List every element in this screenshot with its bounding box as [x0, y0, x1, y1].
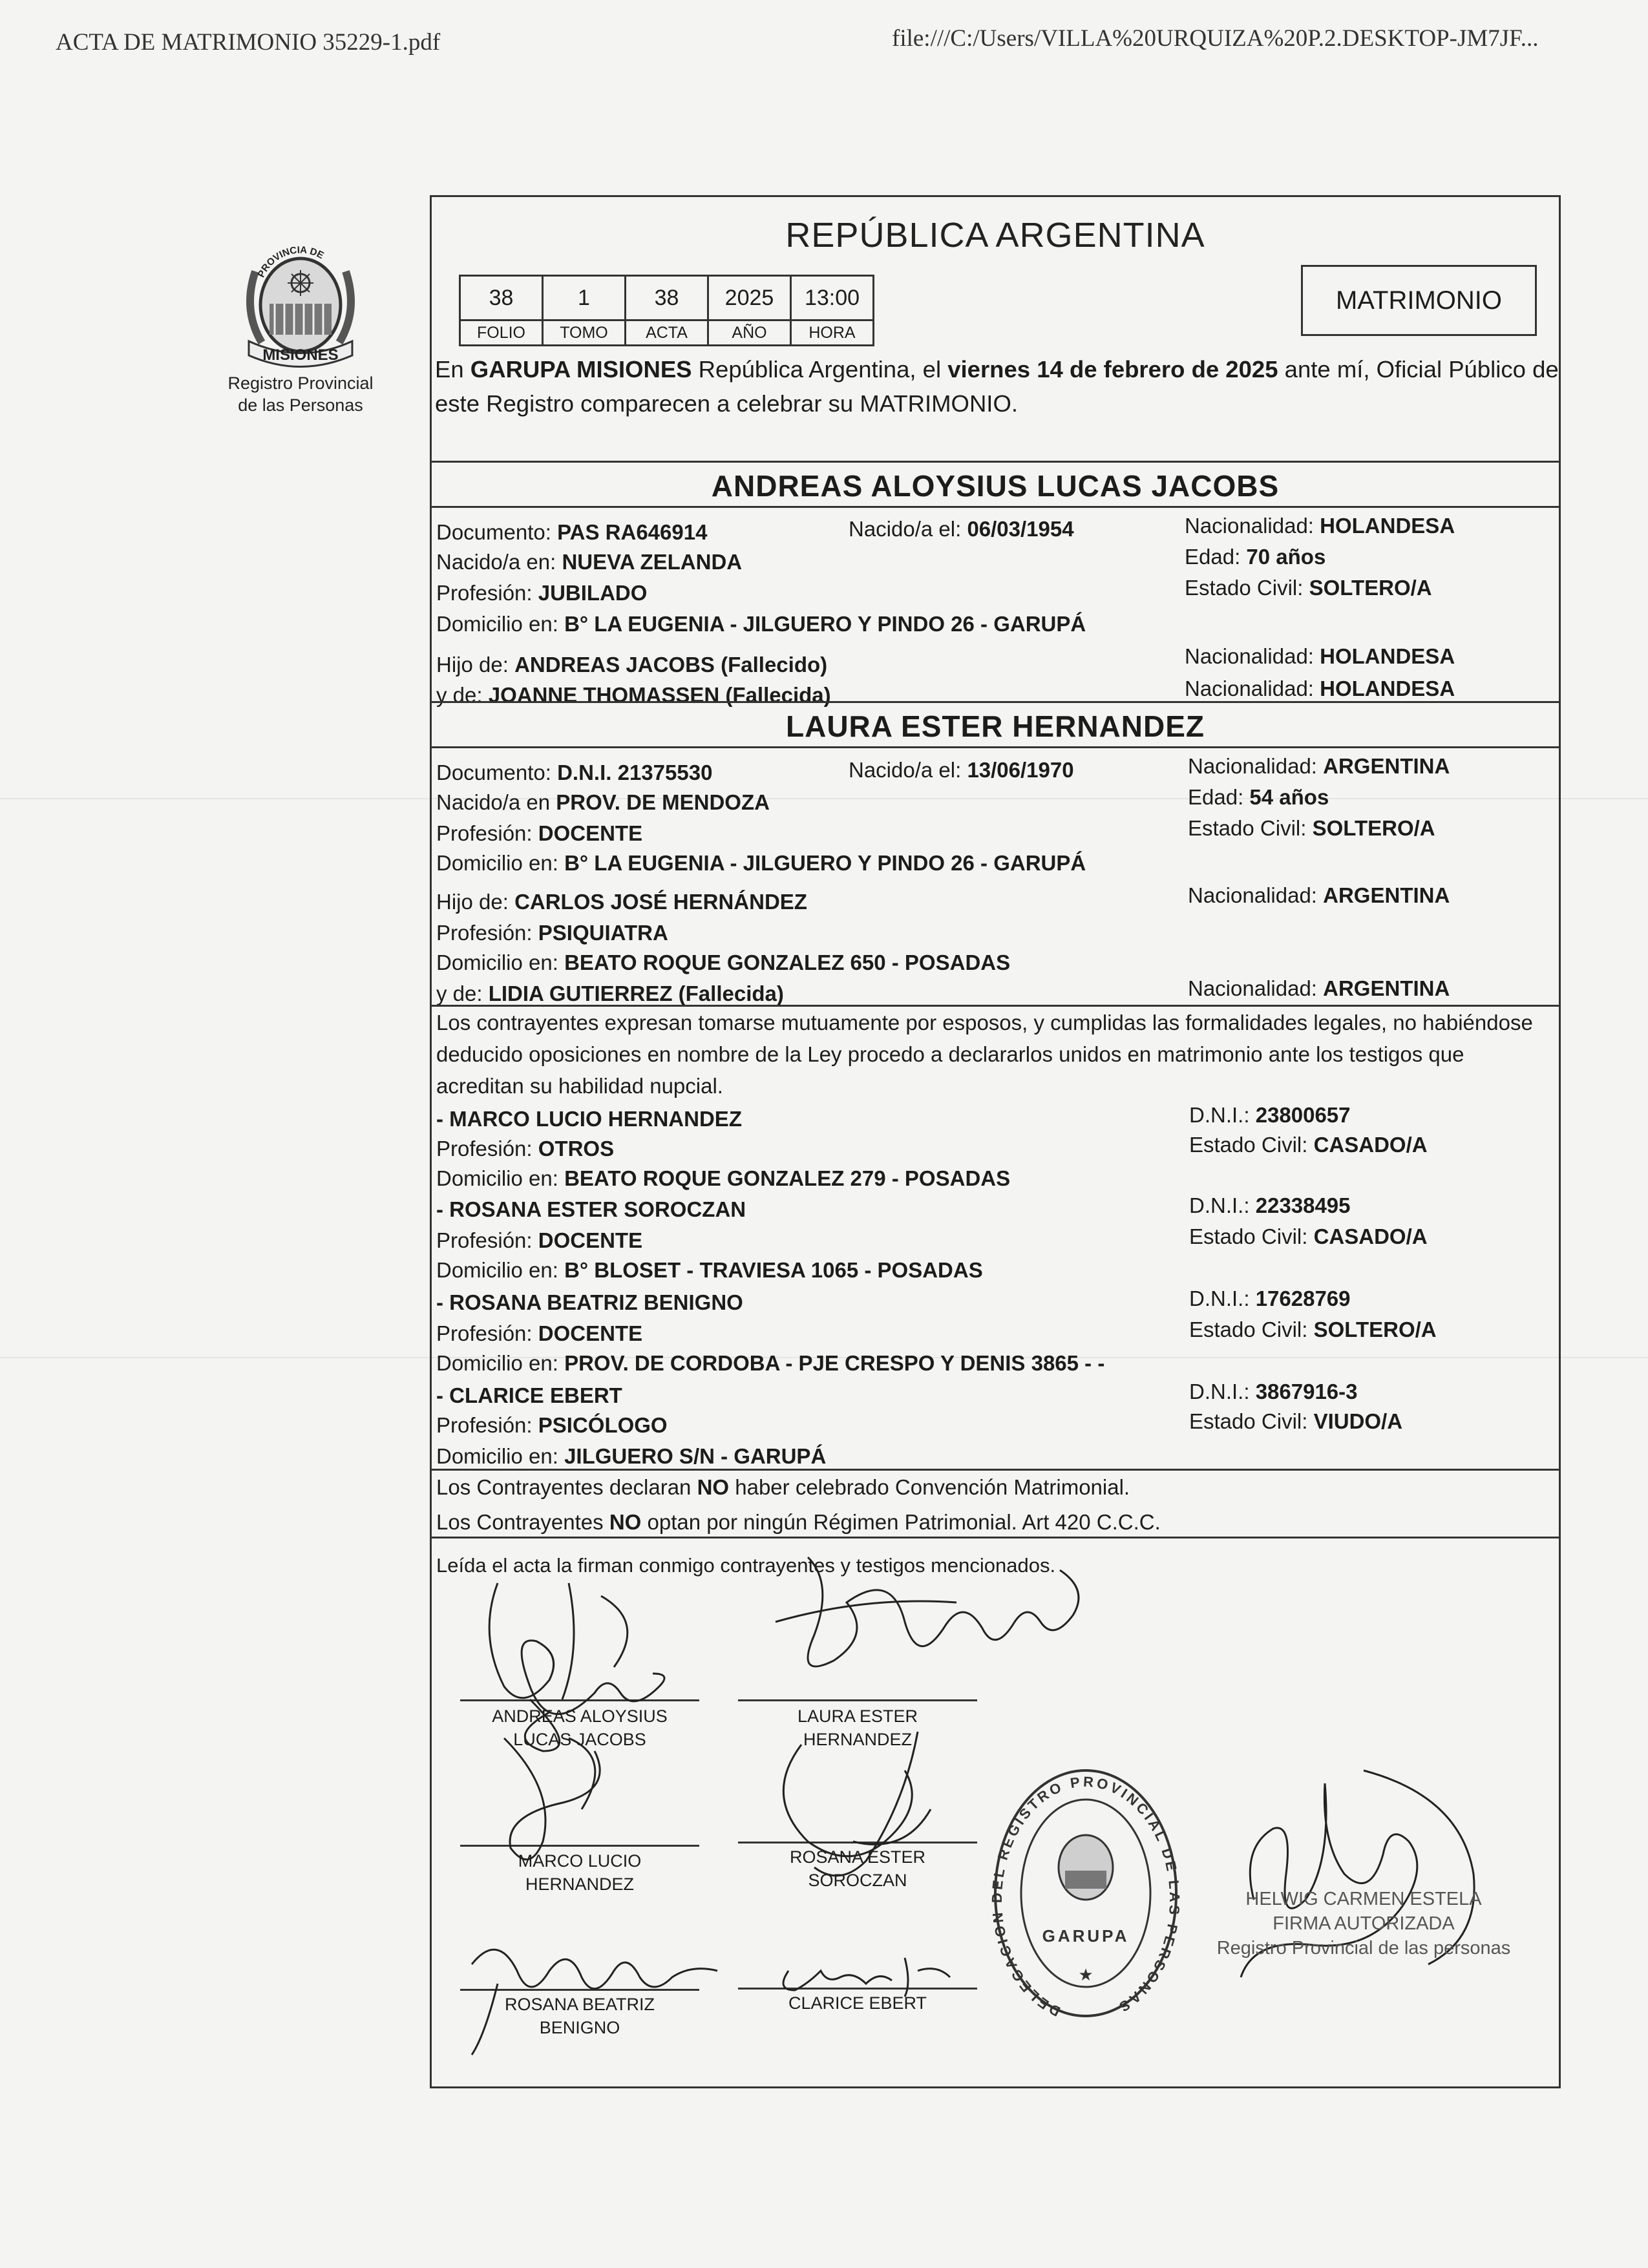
signature-party2-icon	[737, 1531, 1099, 1725]
document-filename: ACTA DE MATRIMONIO 35229-1.pdf	[56, 29, 441, 56]
hora-label: HORA	[791, 320, 874, 346]
party2-edad: Edad: 54 años	[1188, 785, 1329, 809]
divider	[432, 746, 1559, 748]
tomo-value: 1	[543, 276, 626, 320]
party1-madre: y de: JOANNE THOMASSEN (Fallecida)	[436, 683, 831, 707]
witness3-dni: D.N.I.: 17628769	[1189, 1286, 1351, 1310]
official-stamp	[1215, 1887, 1512, 1960]
witness1-dni: D.N.I.: 23800657	[1189, 1103, 1351, 1127]
reference-table	[459, 275, 874, 346]
signature-witness1-icon	[465, 1712, 711, 1880]
signature-label-witness4: CLARICE EBERT	[788, 1993, 927, 2013]
witness1-name: - MARCO LUCIO HERNANDEZ	[436, 1107, 742, 1131]
intro-paragraph: En GARUPA MISIONES República Argentina, el viernes 14 de febrero de 2025 ante mí, Oficial Público de este Registro comparecen a celebrar su MATRIMONIO.	[435, 356, 1559, 417]
convention-line1: Los Contrayentes declaran NO haber celebrado Convención Matrimonial.	[436, 1475, 1130, 1499]
party2-padre-nacionalidad: Nacionalidad: ARGENTINA	[1188, 883, 1450, 907]
witness4-name: - CLARICE EBERT	[436, 1383, 622, 1407]
party1-edad: Edad: 70 años	[1185, 545, 1326, 569]
svg-text:MISIONES: MISIONES	[262, 346, 339, 364]
svg-text:★: ★	[1078, 1965, 1093, 1984]
party1-estado-civil: Estado Civil: SOLTERO/A	[1185, 576, 1432, 600]
official-office: Registro Provincial de las personas	[1216, 1938, 1511, 1958]
ano-value: 2025	[708, 276, 791, 320]
witness2-profesion: Profesión: DOCENTE	[436, 1228, 643, 1252]
official-role: FIRMA AUTORIZADA	[1273, 1913, 1455, 1934]
document-url: file:///C:/Users/VILLA%20URQUIZA%20P.2.DESKTOP-JM7JF...	[892, 25, 1539, 52]
witness3-estado-civil: Estado Civil: SOLTERO/A	[1189, 1318, 1437, 1341]
province-logo	[226, 233, 375, 416]
party2-domicilio: Domicilio en: B° LA EUGENIA - JILGUERO Y PINDO 26 - GARUPÁ	[436, 851, 1086, 875]
witness3-domicilio: Domicilio en: PROV. DE CORDOBA - PJE CRESPO Y DENIS 3865 - -	[436, 1351, 1105, 1375]
witness4-domicilio: Domicilio en: JILGUERO S/N - GARUPÁ	[436, 1444, 827, 1468]
party1-nacido-en: Nacido/a en: NUEVA ZELANDA	[436, 550, 743, 574]
party1-nacido-el: Nacido/a el: 06/03/1954	[849, 517, 1074, 541]
witness2-estado-civil: Estado Civil: CASADO/A	[1189, 1224, 1428, 1248]
divider	[432, 461, 1559, 463]
party2-madre: y de: LIDIA GUTIERREZ (Fallecida)	[436, 982, 784, 1005]
signature-label-witness3: ROSANA BEATRIZ BENIGNO	[504, 1995, 655, 2037]
folio-label: FOLIO	[460, 320, 543, 346]
party1-padre-nacionalidad: Nacionalidad: HOLANDESA	[1185, 644, 1455, 668]
party2-nacido-en: Nacido/a en PROV. DE MENDOZA	[436, 790, 770, 814]
party2-padre-domicilio: Domicilio en: BEATO ROQUE GONZALEZ 650 - POSADAS	[436, 950, 1011, 974]
party2-documento: Documento: D.N.I. 21375530	[436, 761, 713, 784]
signature-official-icon	[1215, 1745, 1486, 2016]
party1-name: ANDREAS ALOYSIUS LUCAS JACOBS	[711, 469, 1280, 503]
acta-value: 38	[626, 276, 708, 320]
coat-of-arms-icon	[236, 233, 365, 368]
witness4-estado-civil: Estado Civil: VIUDO/A	[1189, 1409, 1403, 1433]
party2-nacido-el: Nacido/a el: 13/06/1970	[849, 758, 1074, 782]
intro-place: GARUPA MISIONES	[470, 356, 692, 383]
svg-text:PROVINCIA DE: PROVINCIA DE	[255, 244, 326, 280]
signature-label-party1: ANDREAS ALOYSIUS LUCAS JACOBS	[492, 1706, 668, 1749]
party1-documento: Documento: PAS RA646914	[436, 520, 708, 544]
signature-label-witness2: ROSANA ESTER SOROCZAN	[789, 1847, 926, 1890]
witness3-profesion: Profesión: DOCENTE	[436, 1321, 643, 1345]
ano-label: AÑO	[708, 320, 791, 346]
country-title: REPÚBLICA ARGENTINA	[785, 216, 1205, 255]
folio-value: 38	[460, 276, 543, 320]
logo-caption-line1: Registro Provincial	[227, 373, 374, 393]
tomo-label: TOMO	[543, 320, 626, 346]
signature-label-witness1: MARCO LUCIO HERNANDEZ	[518, 1851, 642, 1894]
party1-madre-nacionalidad: Nacionalidad: HOLANDESA	[1185, 677, 1455, 700]
acta-label: ACTA	[626, 320, 708, 346]
svg-text:DELEGACION DEL REGISTRO PROVIN: DELEGACION DEL REGISTRO PROVINCIAL DE LAS PERSONAS	[989, 1773, 1183, 2020]
party1-profesion: Profesión: JUBILADO	[436, 581, 648, 605]
witness3-name: - ROSANA BEATRIZ BENIGNO	[436, 1290, 743, 1314]
signature-witness4-icon	[769, 1945, 963, 2003]
party2-nacionalidad: Nacionalidad: ARGENTINA	[1188, 754, 1450, 778]
party2-madre-nacionalidad: Nacionalidad: ARGENTINA	[1188, 976, 1450, 1000]
signature-label-party2: LAURA ESTER HERNANDEZ	[797, 1706, 918, 1749]
divider	[432, 701, 1559, 703]
party1-padre: Hijo de: ANDREAS JACOBS (Fallecido)	[436, 653, 828, 677]
party1-domicilio: Domicilio en: B° LA EUGENIA - JILGUERO Y PINDO 26 - GARUPÁ	[436, 612, 1086, 636]
logo-caption-line2: de las Personas	[238, 395, 363, 415]
witness2-name: - ROSANA ESTER SOROCZAN	[436, 1197, 746, 1221]
record-type-box: MATRIMONIO	[1301, 265, 1537, 336]
witness1-estado-civil: Estado Civil: CASADO/A	[1189, 1133, 1428, 1157]
party1-nacionalidad: Nacionalidad: HOLANDESA	[1185, 514, 1455, 538]
convention-line2: Los Contrayentes NO optan por ningún Régimen Patrimonial. Art 420 C.C.C.	[436, 1510, 1161, 1534]
party2-padre-profesion: Profesión: PSIQUIATRA	[436, 921, 668, 945]
witness4-dni: D.N.I.: 3867916-3	[1189, 1380, 1358, 1403]
party2-padre: Hijo de: CARLOS JOSÉ HERNÁNDEZ	[436, 890, 807, 914]
witness2-dni: D.N.I.: 22338495	[1189, 1193, 1351, 1217]
signature-witness2-icon	[737, 1706, 995, 1887]
official-seal-icon	[989, 1758, 1183, 2029]
party2-estado-civil: Estado Civil: SOLTERO/A	[1188, 816, 1435, 840]
witness4-profesion: Profesión: PSICÓLOGO	[436, 1413, 668, 1437]
divider	[432, 1469, 1559, 1471]
party2-profesion: Profesión: DOCENTE	[436, 821, 643, 845]
svg-text:GARUPA: GARUPA	[1042, 1926, 1130, 1946]
signature-witness3-icon	[459, 1906, 743, 2061]
witness2-domicilio: Domicilio en: B° BLOSET - TRAVIESA 1065 - POSADAS	[436, 1258, 983, 1282]
witness1-profesion: Profesión: OTROS	[436, 1137, 615, 1160]
divider	[432, 506, 1559, 508]
closing-statement: Leída el acta la firman conmigo contrayentes y testigos mencionados.	[436, 1554, 1056, 1577]
witness1-domicilio: Domicilio en: BEATO ROQUE GONZALEZ 279 - POSADAS	[436, 1166, 1011, 1190]
party2-name: LAURA ESTER HERNANDEZ	[786, 709, 1205, 743]
declaration-paragraph: Los contrayentes expresan tomarse mutuamente por esposos, y cumplidas las formalidades legales, no habiéndose deducido oposiciones en nombre de la Ley procedo a declararlos unidos en matrimonio ante los testigos que acreditan su habilidad nupcial.	[436, 1011, 1533, 1098]
intro-date: viernes 14 de febrero de 2025	[947, 356, 1278, 383]
official-name: HELWIG CARMEN ESTELA	[1245, 1889, 1482, 1909]
hora-value: 13:00	[791, 276, 874, 320]
